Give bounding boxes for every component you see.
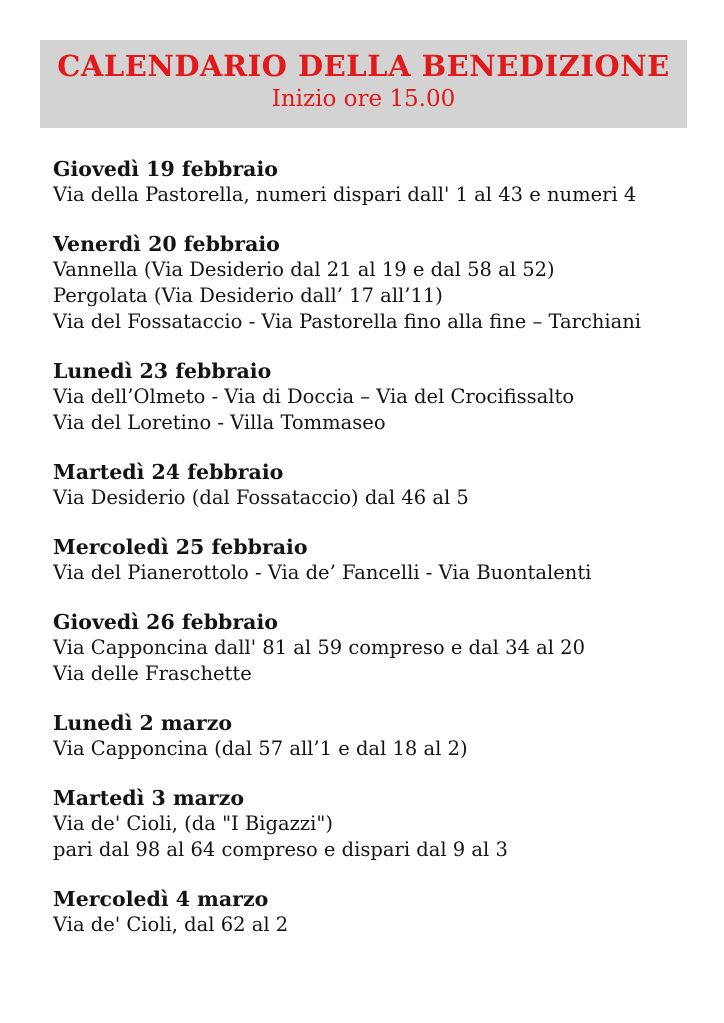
date-heading: Mercoledì 4 marzo (53, 887, 269, 911)
header-banner (40, 40, 687, 128)
date-heading: Lunedì 2 marzo (53, 711, 233, 735)
date-heading: Giovedì 19 febbraio (53, 157, 278, 181)
schedule-section (53, 459, 693, 511)
schedule-section (53, 609, 693, 687)
date-heading: Mercoledì 25 febbraio (53, 535, 308, 559)
street-line: Via de' Cioli, dal 62 al 2 (53, 913, 289, 936)
street-line: Via delle Fraschette (53, 662, 252, 685)
street-line: pari dal 98 al 64 compreso e dispari dal 9 al 3 (53, 838, 508, 861)
schedule (53, 156, 693, 961)
date-heading: Martedì 24 febbraio (53, 460, 284, 484)
street-line: Via del Loretino - Villa Tommaseo (53, 411, 386, 434)
page-subtitle: Inizio ore 15.00 (271, 86, 456, 112)
page-title: CALENDARIO DELLA BENEDIZIONE (57, 49, 670, 83)
street-line: Via Capponcina (dal 57 all’1 e dal 18 al 2) (53, 737, 468, 760)
street-line: Via del Pianerottolo - Via de’ Fancelli - Via Buontalenti (53, 561, 592, 584)
street-line: Via Desiderio (dal Fossataccio) dal 46 al 5 (53, 486, 469, 509)
street-line: Via del Fossataccio - Via Pastorella fino alla fine – Tarchiani (53, 310, 642, 333)
street-line: Via de' Cioli, (da "I Bigazzi") (53, 812, 333, 835)
schedule-section (53, 534, 693, 586)
street-line: Pergolata (Via Desiderio dall’ 17 all’11) (53, 284, 443, 307)
schedule-section (53, 710, 693, 762)
date-heading: Venerdì 20 febbraio (53, 232, 280, 256)
schedule-section (53, 231, 693, 335)
schedule-section (53, 358, 693, 436)
schedule-section (53, 156, 693, 208)
street-line: Via Capponcina dall' 81 al 59 compreso e dal 34 al 20 (53, 636, 585, 659)
date-heading: Lunedì 23 febbraio (53, 359, 272, 383)
street-line: Vannella (Via Desiderio dal 21 al 19 e dal 58 al 52) (53, 258, 555, 281)
date-heading: Giovedì 26 febbraio (53, 610, 278, 634)
schedule-section (53, 785, 693, 863)
date-heading: Martedì 3 marzo (53, 786, 245, 810)
street-line: Via dell’Olmeto - Via di Doccia – Via del Crocifissalto (53, 385, 575, 408)
schedule-section (53, 886, 693, 938)
street-line: Via della Pastorella, numeri dispari dall' 1 al 43 e numeri 4 (53, 183, 637, 206)
